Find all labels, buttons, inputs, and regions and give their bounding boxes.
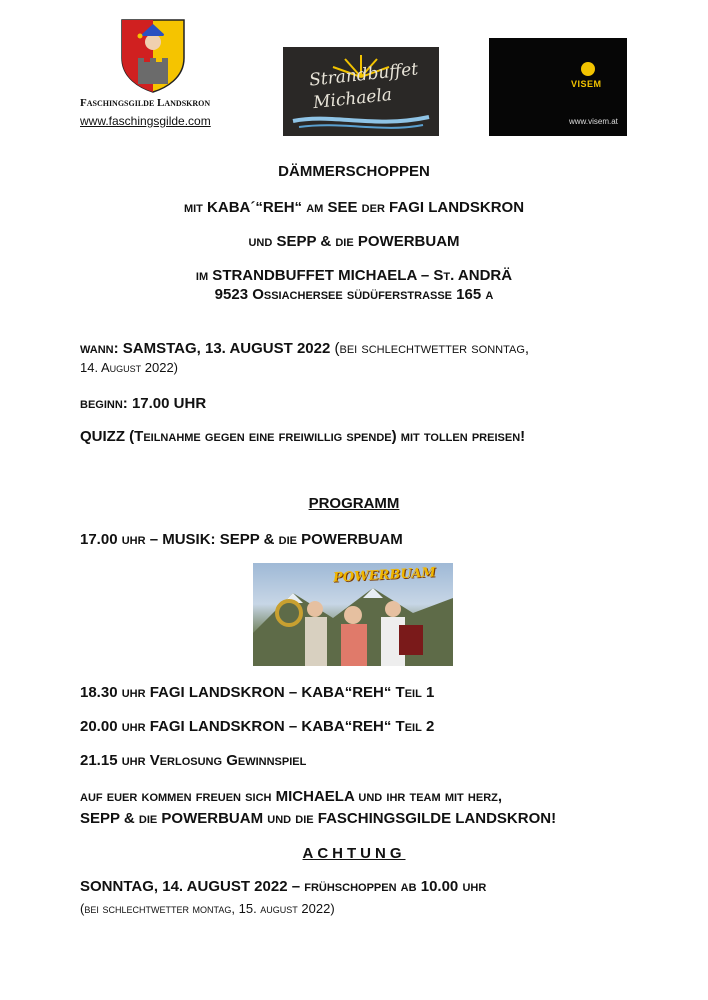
visem-url: www.visem.at	[569, 117, 618, 126]
coat-of-arms-logo	[120, 18, 186, 94]
start-label: beginn:	[80, 395, 128, 412]
sunday-event: SONNTAG, 14. AUGUST 2022 – frühschoppen ab 10.00 uhr	[80, 878, 487, 895]
strandbuffet-logo	[283, 47, 439, 136]
start-value: 17.00 UHR	[127, 395, 207, 412]
gilde-website-link[interactable]: www.faschingsgilde.com	[80, 114, 211, 128]
event-title: DÄMMERSCHOPPEN	[278, 163, 430, 180]
date-note: (bei schlechtwetter sonntag,	[330, 340, 530, 357]
band-photo-title: POWERBUAM	[332, 565, 437, 586]
band-photo	[253, 563, 453, 666]
visem-logo	[489, 38, 627, 136]
event-subtitle-line2: und SEPP & die POWERBUAM	[248, 233, 460, 250]
gilde-name: Faschingsgilde Landskron	[80, 97, 211, 109]
quiz-info: QUIZZ (Teilnahme gegen eine freiwillig spende) mit tollen preisen!	[80, 428, 526, 445]
visem-name: VISEM	[571, 79, 602, 89]
date-value: SAMSTAG, 13. AUGUST 2022	[118, 340, 331, 357]
event-address: 9523 Ossiachersee südüferstrasse 165 a	[214, 286, 494, 303]
program-item-music: 17.00 uhr – MUSIK: SEPP & die POWERBUAM	[80, 531, 403, 548]
program-item-kabareh-1: 18.30 uhr FAGI LANDSKRON – KABA“REH“ Teil 1	[80, 684, 435, 701]
sunday-event-note: (bei schlechtwetter montag, 15. august 2022)	[80, 901, 335, 916]
event-date	[80, 340, 529, 357]
program-item-kabareh-2: 20.00 uhr FAGI LANDSKRON – KABA“REH“ Teil 2	[80, 718, 435, 735]
attention-heading: ACHTUNG	[302, 845, 406, 862]
closing-line2: SEPP & die POWERBUAM und die FASCHINGSGILDE LANDSKRON!	[80, 810, 557, 827]
visem-mark-icon	[581, 62, 595, 76]
date-note-cont: 14. August 2022)	[80, 360, 178, 375]
michaela-logo-text: Michaela	[312, 84, 393, 114]
event-subtitle-line1: mit KABA´“REH“ am SEE der FAGI LANDSKRON	[183, 199, 525, 216]
strandbuffet-logo-text: Strandbuffet	[308, 59, 420, 91]
event-venue: im STRANDBUFFET MICHAELA – St. ANDRÄ	[195, 267, 513, 284]
date-label: wann:	[80, 340, 119, 357]
closing-line1: auf euer kommen freuen sich MICHAELA und ihr team mit herz,	[80, 788, 503, 805]
program-heading: PROGRAMM	[308, 495, 400, 512]
event-start-time	[80, 395, 206, 412]
program-item-raffle: 21.15 uhr Verlosung Gewinnspiel	[80, 752, 307, 769]
